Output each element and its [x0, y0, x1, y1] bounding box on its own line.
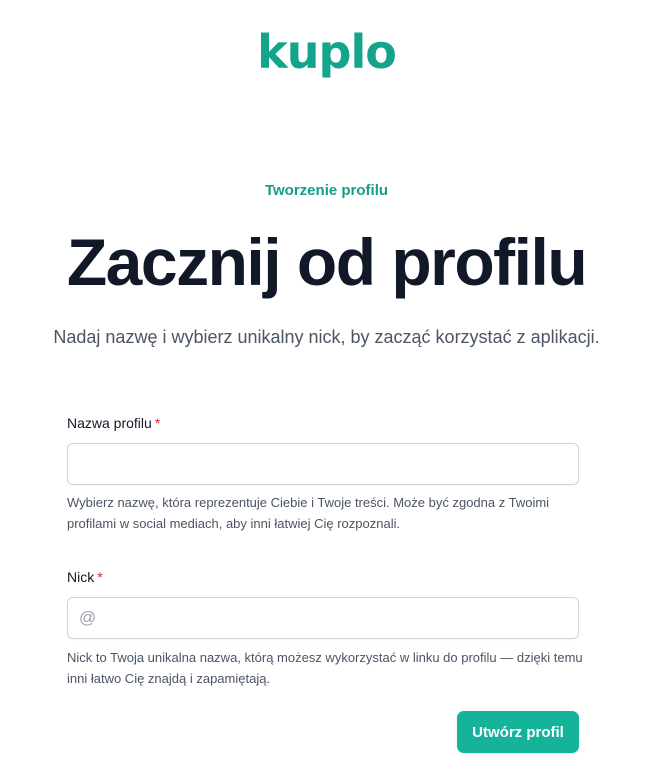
page-subtitle: Nadaj nazwę i wybierz unikalny nick, by zacząć korzystać z aplikacji.	[53, 327, 600, 347]
nick-label	[67, 567, 103, 587]
required-asterisk: *	[154, 415, 161, 431]
nick-field	[67, 597, 579, 639]
step-eyebrow: Tworzenie profilu	[264, 182, 389, 199]
profile-name-input[interactable]	[67, 443, 579, 485]
page-title: Zacznij od profilu	[66, 225, 587, 299]
brand-logo: kuplo	[257, 25, 396, 79]
profile-name-label	[67, 413, 160, 433]
create-profile-button[interactable]: Utwórz profil	[457, 711, 579, 753]
nick-input[interactable]	[67, 597, 579, 639]
required-asterisk: *	[97, 569, 103, 585]
profile-name-label-text: Nazwa profilu	[67, 415, 152, 431]
profile-name-help: Wybierz nazwę, która reprezentuje Ciebie i Twoje treści. Może być zgodna z Twoimi profilami w social mediach, aby inni łatwiej Cię rozpoznali.	[67, 495, 550, 531]
nick-label-text: Nick	[67, 569, 95, 585]
at-prefix: @	[79, 608, 97, 627]
nick-help: Nick to Twoja unikalna nazwa, którą możesz wykorzystać w linku do profilu — dzięki temu inni łatwo Cię znajdą i zapamiętają.	[67, 650, 583, 686]
